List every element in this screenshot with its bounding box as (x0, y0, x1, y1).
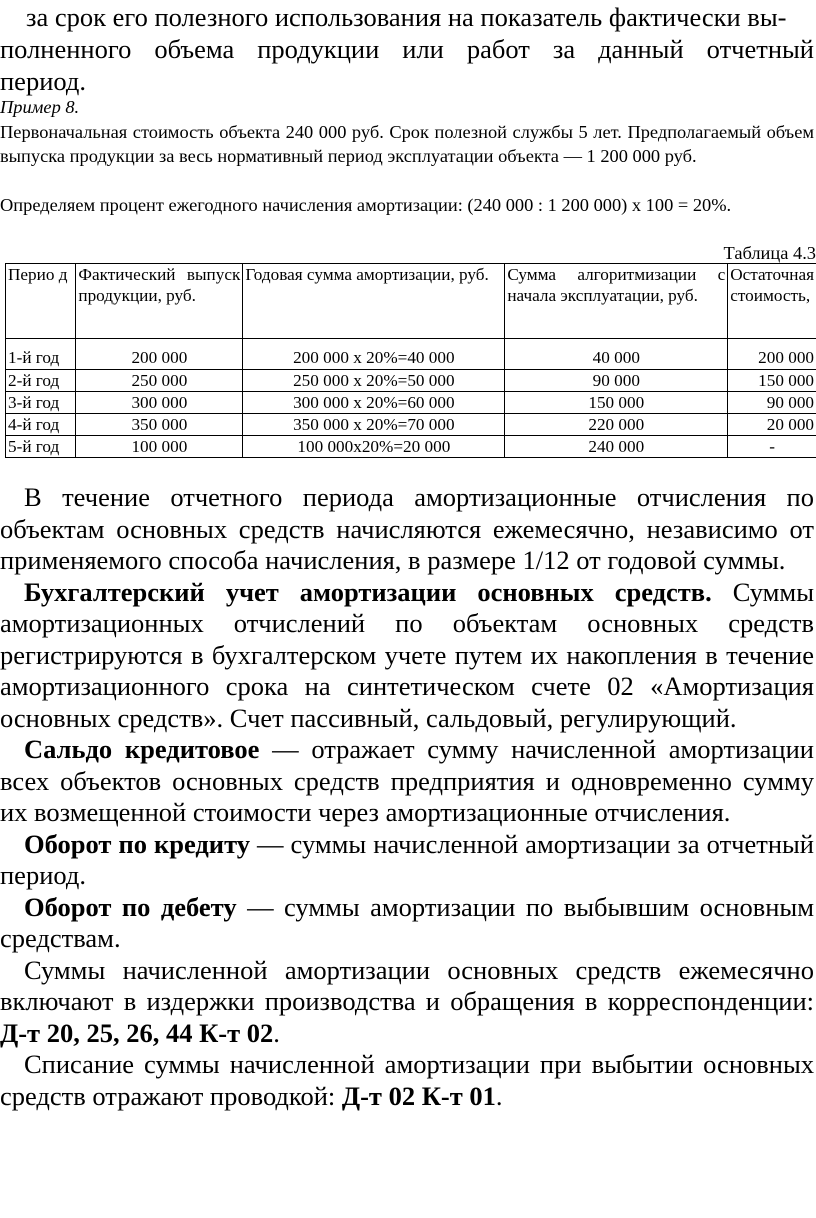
paragraph-monthly-entries-text: Суммы начисленной амортизации основных средств ежемесячно включают в издержки производства и обращения в корреспонденции: (0, 954, 814, 1016)
body-text (0, 482, 814, 1112)
paragraph-accounting-heading: Бухгалтерский учет амортизации основных средств. (24, 576, 712, 607)
cell-residual: 90 000 (728, 392, 816, 414)
paragraph-write-off-text: Списание суммы начисленной амортизации при выбытии основных средств отражают проводкой: (0, 1049, 814, 1111)
example-text-1: Первоначальная стоимость объекта 240 000 руб. Срок полезной службы 5 лет. Предполагаемый объем выпуска продукции за весь нормативный период эксплуатации объекта — 1 200 000 руб. (0, 122, 814, 166)
term-credit-balance: Сальдо кредитовое (24, 734, 260, 764)
header-residual: Остаточная стоимость, (728, 264, 816, 339)
cell-cumulative: 240 000 (505, 436, 728, 458)
paragraph-credit-turnover (0, 829, 814, 892)
header-period: Перио д (6, 264, 76, 339)
posting-accrual: Д-т 20, 25, 26, 44 К-т 02 (0, 1017, 274, 1048)
cell-residual: 200 000 (728, 339, 816, 370)
cell-cumulative: 150 000 (505, 392, 728, 414)
paragraph-write-off (0, 1049, 814, 1112)
cell-output: 300 000 (76, 392, 243, 414)
header-annual-amount: Годовая сумма амортизации, руб. (243, 264, 505, 339)
intro-line-2: полненного объема продукции или работ за данный отчетный (0, 34, 814, 64)
cell-output: 200 000 (76, 339, 243, 370)
paragraph-credit-turnover-text: — суммы начисленной амортизации за отчетный период. (0, 828, 814, 890)
cell-output: 100 000 (76, 436, 243, 458)
cell-output: 250 000 (76, 370, 243, 392)
paragraph-monthly-entries (0, 955, 814, 1050)
cell-residual: 150 000 (728, 370, 816, 392)
cell-annual: 300 000 х 20%=60 000 (243, 392, 505, 414)
table-caption: Таблица 4.3 (723, 243, 816, 263)
header-output: Фактический выпуск продукции, руб. (76, 264, 243, 339)
paragraph-debit-turnover-text: — суммы амортизации по выбывшим основным средствам. (0, 891, 815, 953)
table-row (6, 436, 816, 458)
paragraph-monthly-accrual: В течение отчетного периода амортизационные отчисления по объектам основных средств начисляются ежемесячно, независимо от применяемого способа начисления, в размере 1/12 от годовой суммы. (0, 482, 814, 575)
cell-cumulative: 90 000 (505, 370, 728, 392)
intro-line-1: за срок его полезного использования на показатель фактически вы- (26, 2, 787, 32)
example-title: Пример 8. (0, 97, 80, 117)
cell-period: 1-й год (6, 339, 76, 370)
cell-residual: - (728, 436, 816, 458)
posting-write-off: Д-т 02 К-т 01 (341, 1080, 496, 1111)
header-cumulative: Сумма алгоритмизации с начала эксплуатации, руб. (505, 264, 728, 339)
cell-cumulative: 220 000 (505, 414, 728, 436)
paragraph-credit-balance-text: — отражает сумму начисленной амортизации всех объектов основных средств предприятия и одновременно сумму их возмещенной стоимости через амортизационные отчисления. (0, 734, 814, 827)
term-debit-turnover: Оборот по дебету (24, 891, 237, 922)
depreciation-table (5, 263, 816, 458)
cell-annual: 100 000х20%=20 000 (243, 436, 505, 458)
paragraph-credit-balance (0, 734, 814, 829)
example-text-2: Определяем процент ежегодного начисления амортизации: (240 000 : 1 200 000) х 100 = 20%. (0, 195, 732, 215)
intro-line-3: период. (0, 66, 86, 96)
cell-annual: 350 000 х 20%=70 000 (243, 414, 505, 436)
cell-output: 350 000 (76, 414, 243, 436)
table-row (6, 370, 816, 392)
cell-residual: 20 000 (728, 414, 816, 436)
cell-period: 3-й год (6, 392, 76, 414)
table-row (6, 339, 816, 370)
paragraph-monthly-entries-end: . (273, 1017, 280, 1048)
cell-period: 5-й год (6, 436, 76, 458)
table-header-row (6, 264, 816, 339)
cell-annual: 250 000 х 20%=50 000 (243, 370, 505, 392)
term-credit-turnover: Оборот по кредиту (24, 828, 250, 859)
table-row (6, 414, 816, 436)
cell-period: 4-й год (6, 414, 76, 436)
paragraph-accounting (0, 577, 814, 735)
paragraph-accounting-text: Суммы амортизационных отчислений по объектам основных средств регистрируются в бухгалтерском учете путем их накопления в течение амортизационного срока на синтетическом счете 02 «Амортизация основных средств». Счет пассивный, сальдовый, регулирующий. (0, 576, 814, 733)
table-row (6, 392, 816, 414)
paragraph-debit-turnover (0, 892, 814, 955)
paragraph-write-off-end: . (495, 1080, 503, 1111)
cell-annual: 200 000 х 20%=40 000 (243, 339, 505, 370)
cell-period: 2-й год (6, 370, 76, 392)
cell-cumulative: 40 000 (505, 339, 728, 370)
